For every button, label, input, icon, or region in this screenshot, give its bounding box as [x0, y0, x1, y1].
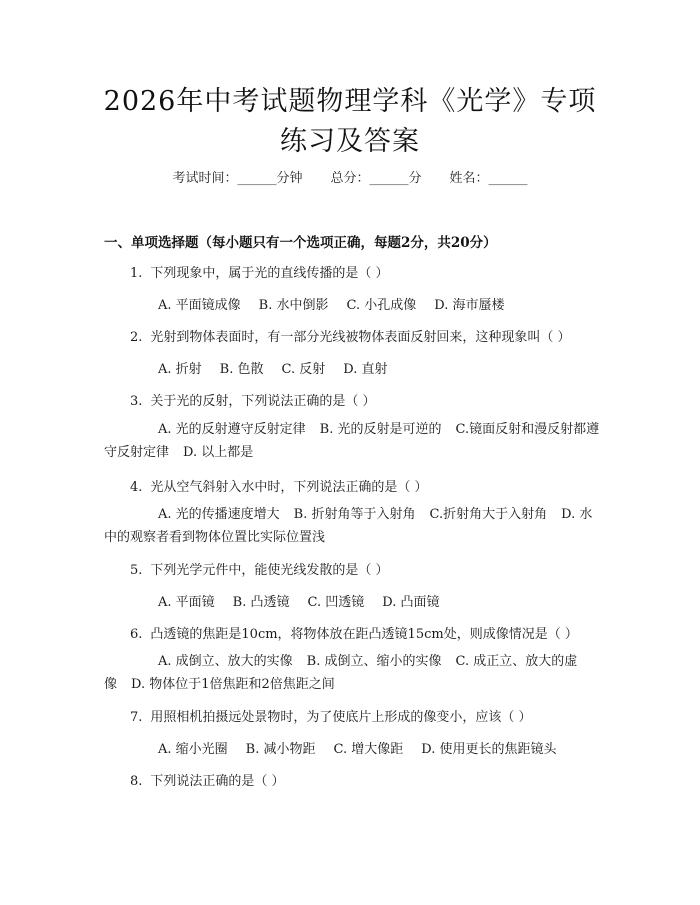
- option-a: A. 平面镜成像: [158, 298, 241, 313]
- question-text: 下列光学元件中，能使光线发散的是（ ）: [150, 563, 389, 578]
- exam-time-field: 考试时间：______分钟: [172, 171, 303, 186]
- total-score-field: 总分：______分: [330, 171, 422, 186]
- question-2: [130, 326, 571, 345]
- question-1-options: [158, 294, 522, 313]
- document-title: 2026年中考试题物理学科《光学》专项练习及答案: [103, 86, 597, 157]
- option-d: D. 以上都是: [183, 445, 254, 460]
- question-7: [130, 706, 532, 725]
- option-a: A. 平面镜: [158, 595, 215, 610]
- question-6-options: [104, 650, 600, 696]
- option-c: C. 成正立、放大的虚像: [104, 654, 578, 692]
- option-d: D. 直射: [343, 362, 388, 377]
- option-d: D. 凸面镜: [382, 595, 440, 610]
- question-5: [130, 559, 389, 578]
- question-number: 8.: [130, 774, 143, 789]
- question-text: 光射到物体表面时，有一部分光线被物体表面反射回来，这种现象叫（ ）: [150, 330, 571, 345]
- question-6: [130, 623, 578, 642]
- question-3-options: [104, 418, 600, 464]
- question-4: [130, 476, 428, 495]
- option-c: C. 小孔成像: [346, 298, 417, 313]
- option-b: B. 成倒立、缩小的实像: [306, 654, 442, 669]
- question-text: 光从空气斜射入水中时，下列说法正确的是（ ）: [150, 480, 428, 495]
- section-heading: 一、单项选择题（每小题只有一个选项正确，每题2分，共20分）: [104, 235, 497, 251]
- question-number: 2.: [130, 330, 143, 345]
- option-d: D. 海市蜃楼: [434, 298, 505, 313]
- option-b: B. 减小物距: [245, 742, 316, 757]
- option-c: C.折射角大于入射角: [429, 507, 548, 522]
- question-2-options: [158, 358, 405, 377]
- option-d: D. 使用更长的焦距镜头: [421, 742, 557, 757]
- question-3: [130, 390, 376, 409]
- exam-info-line: [0, 167, 700, 186]
- question-text: 关于光的反射，下列说法正确的是（ ）: [150, 394, 376, 409]
- option-d: D. 水中的观察者看到物体位置比实际位置浅: [104, 507, 593, 545]
- question-1: [130, 262, 389, 281]
- option-a: A. 缩小光圈: [158, 742, 228, 757]
- option-b: B. 折射角等于入射角: [293, 507, 416, 522]
- question-8: [130, 770, 285, 789]
- option-c: C.镜面反射和漫反射都遵守反射定律: [104, 422, 600, 460]
- option-c: C. 凹透镜: [307, 595, 365, 610]
- question-number: 4.: [130, 480, 143, 495]
- option-a: A. 光的反射遵守反射定律: [158, 422, 306, 437]
- option-a: A. 折射: [158, 362, 202, 377]
- question-5-options: [158, 591, 457, 610]
- option-a: A. 光的传播速度增大: [158, 507, 280, 522]
- question-number: 3.: [130, 394, 143, 409]
- question-number: 5.: [130, 563, 143, 578]
- question-7-options: [158, 738, 574, 757]
- question-number: 7.: [130, 710, 143, 725]
- question-4-options: [104, 503, 600, 549]
- question-number: 1.: [130, 266, 143, 281]
- option-b: B. 凸透镜: [232, 595, 290, 610]
- option-d: D. 物体位于1倍焦距和2倍焦距之间: [131, 677, 335, 692]
- option-a: A. 成倒立、放大的实像: [158, 654, 293, 669]
- option-c: C. 增大像距: [333, 742, 404, 757]
- question-text: 下列现象中，属于光的直线传播的是（ ）: [150, 266, 389, 281]
- option-b: B. 光的反射是可逆的: [319, 422, 442, 437]
- question-text: 下列说法正确的是（ ）: [150, 774, 285, 789]
- option-b: B. 水中倒影: [258, 298, 329, 313]
- question-number: 6.: [130, 627, 143, 642]
- question-text: 用照相机拍摄远处景物时，为了使底片上形成的像变小，应该（ ）: [150, 710, 532, 725]
- student-name-field: 姓名：______: [449, 171, 528, 186]
- option-c: C. 反射: [281, 362, 326, 377]
- option-b: B. 色散: [219, 362, 264, 377]
- question-text: 凸透镜的焦距是10cm，将物体放在距凸透镜15cm处，则成像情况是（ ）: [150, 627, 578, 642]
